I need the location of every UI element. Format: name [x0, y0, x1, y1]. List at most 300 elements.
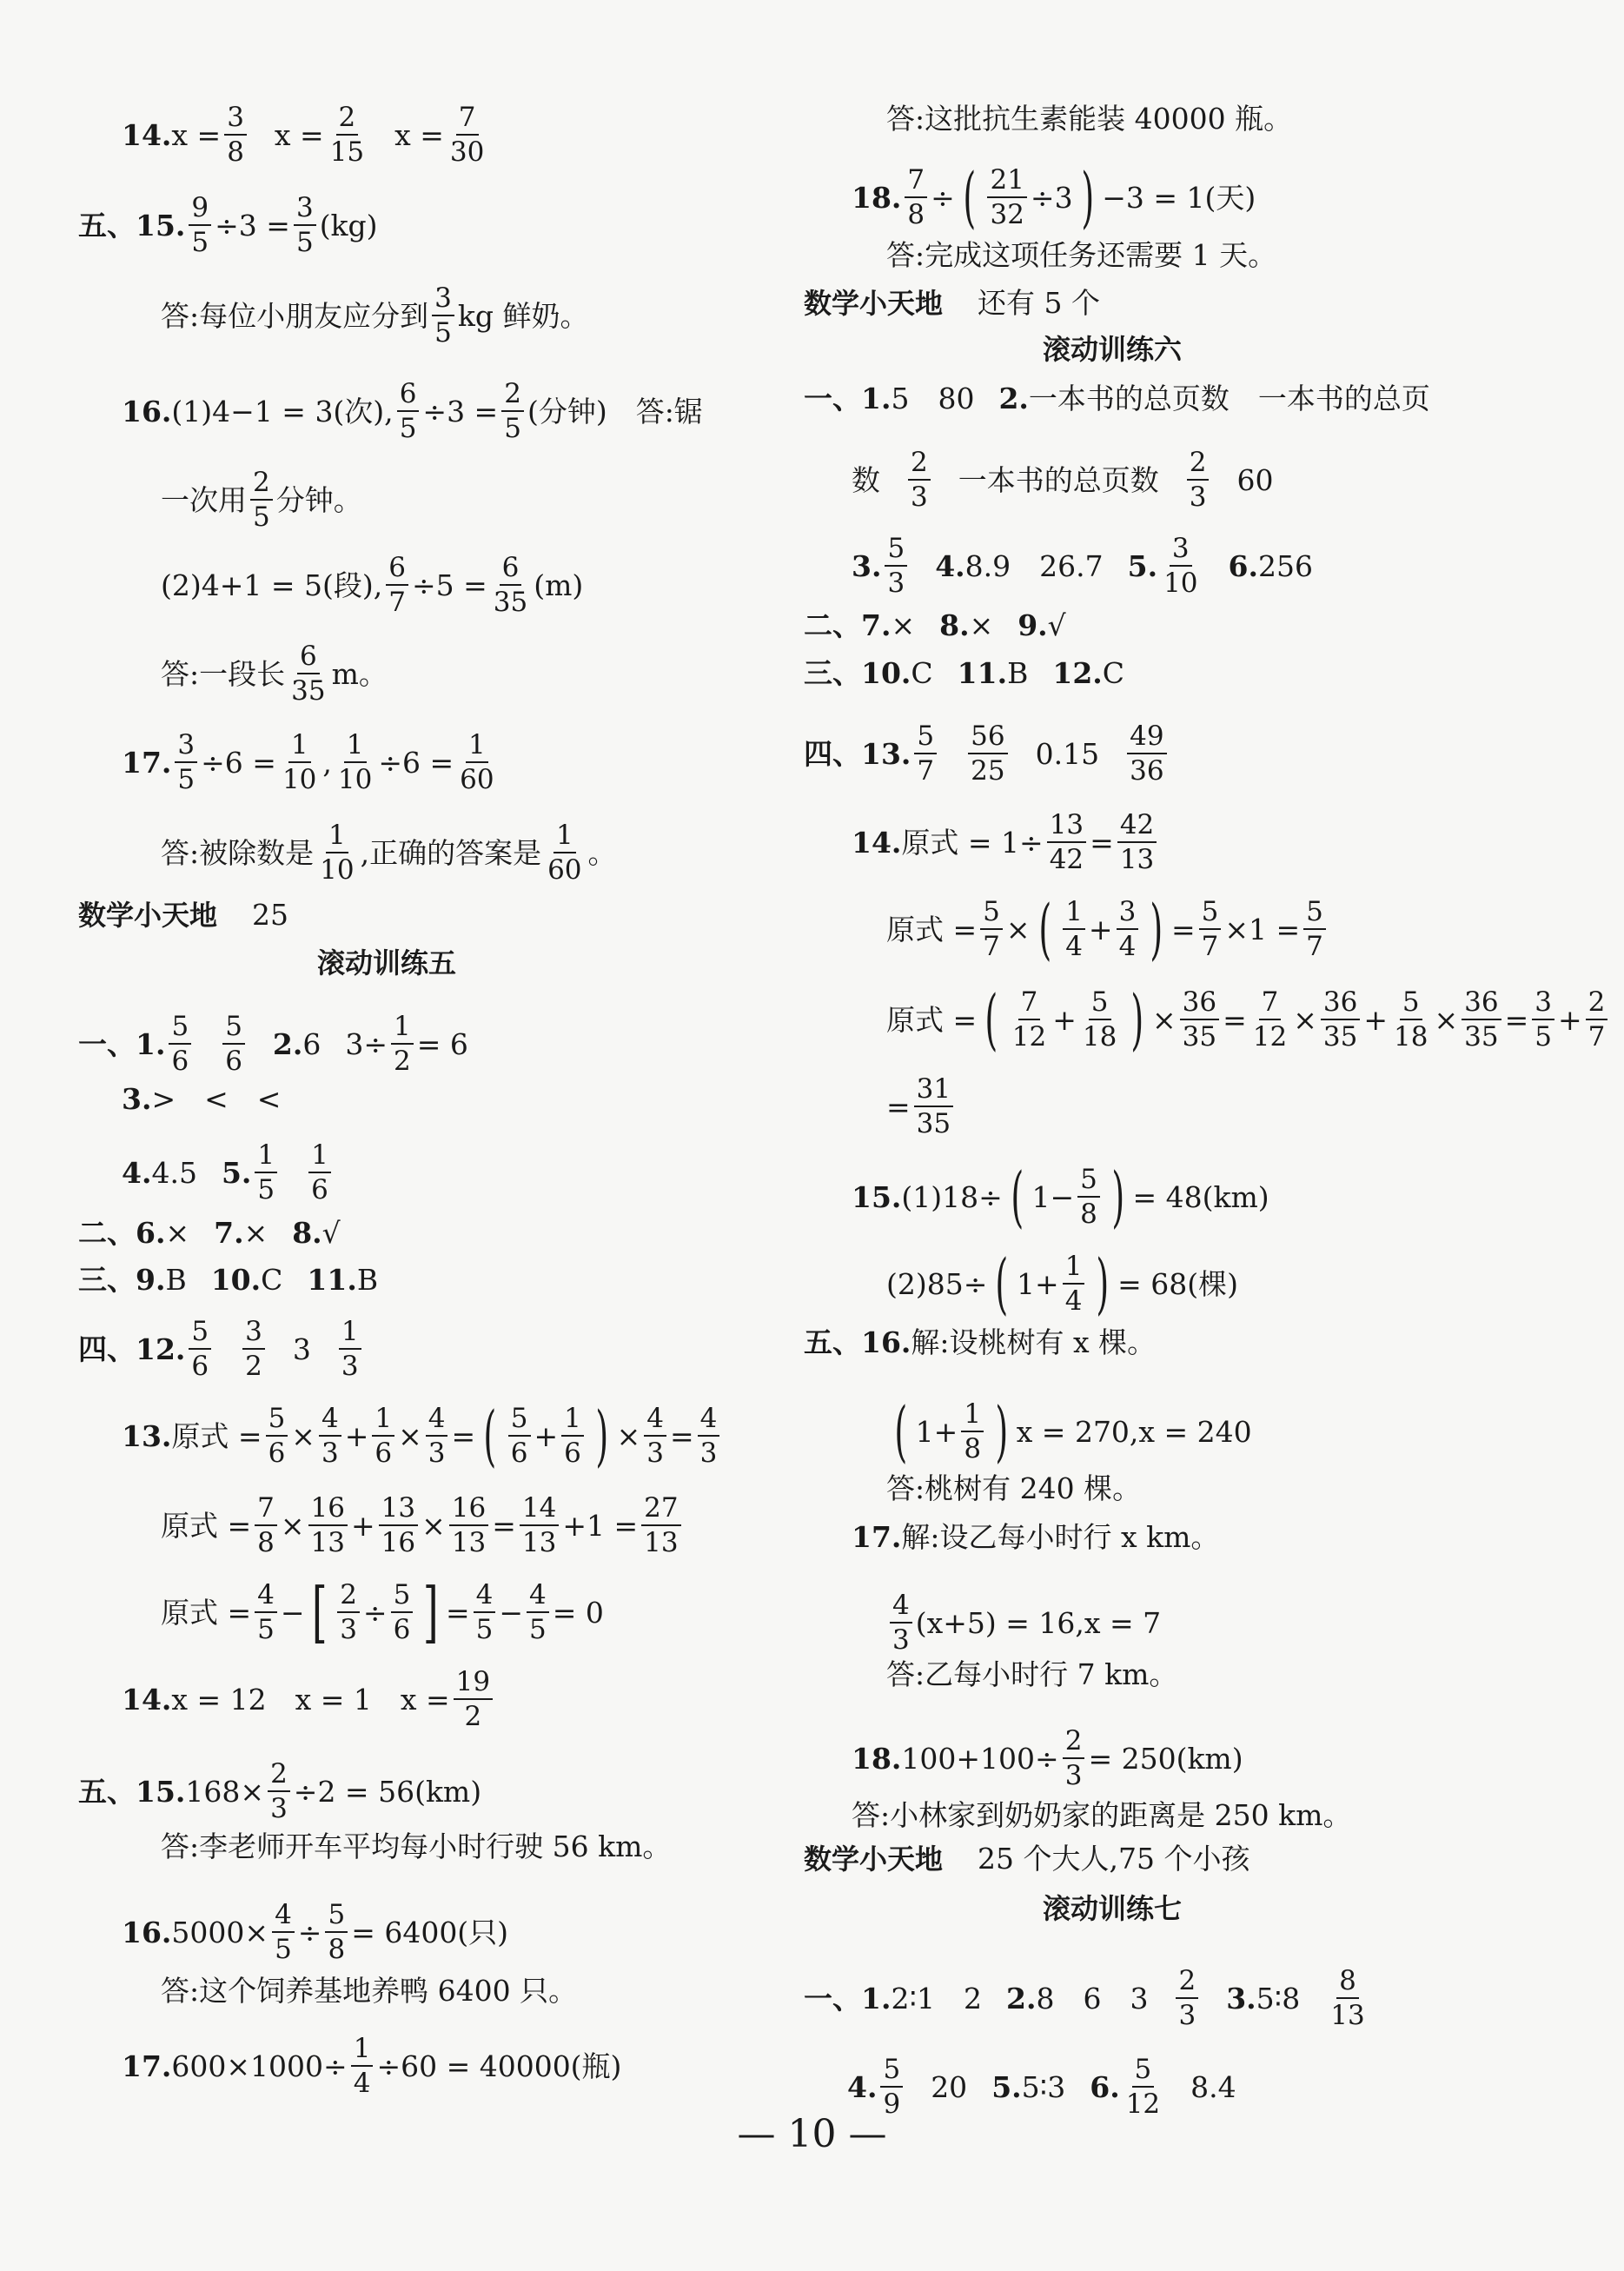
op: × [280, 1508, 305, 1543]
text: 答:这个饲养基地养鸭 6400 只。 [161, 1974, 578, 2008]
q-number: 4. [122, 1155, 152, 1190]
text: √ [321, 1216, 341, 1250]
answer-r16-line1 [804, 1325, 1157, 1359]
answer-16-line [122, 379, 703, 443]
fraction: $\frac{4}{5}$ [255, 1580, 277, 1644]
op: = [669, 1418, 694, 1453]
math-corner-value: 还有 5 个 [978, 286, 1100, 320]
text: 0.15 [1035, 736, 1100, 771]
text: × [969, 608, 994, 642]
op: = [451, 1418, 476, 1453]
op: × [1152, 1002, 1177, 1037]
text: (m) [534, 568, 584, 602]
text: 答:完成这项任务还需要 1 天。 [886, 238, 1277, 272]
q-number: 2. [1006, 1981, 1037, 2015]
q-number: 13. [122, 1418, 172, 1453]
text: ÷5 = [412, 568, 487, 602]
op: = [1170, 912, 1196, 946]
fraction: $\frac{2}{7}$ [1586, 987, 1608, 1052]
fraction: $\frac{19}{2}$ [454, 1667, 493, 1731]
q-number: 16. [122, 1915, 172, 1949]
fraction: $\frac{5}{6}$ [222, 1012, 245, 1076]
fraction: $\frac{3}{4}$ [1117, 897, 1139, 961]
text: 6 [302, 1026, 321, 1061]
fraction: $\frac{1}{10}$ [282, 729, 317, 796]
text: 原式 = 1÷ [901, 825, 1044, 860]
math-corner-tag: 数学小天地 [78, 898, 218, 932]
text: 1+ [1017, 1266, 1059, 1301]
fraction: $\frac{3}{2}$ [242, 1317, 265, 1381]
text: 答:桃树有 240 棵。 [886, 1471, 1142, 1505]
fraction: $\frac{1}{10}$ [337, 729, 373, 796]
answer-3-line [122, 1082, 282, 1116]
math-corner [78, 898, 289, 932]
text: > < < [151, 1082, 282, 1116]
fraction: $\frac{5}{6}$ [508, 1404, 531, 1468]
fraction: $\frac{2}{3}$ [1187, 448, 1210, 512]
fraction: $\frac{1}{6}$ [561, 1404, 584, 1468]
fraction: $\frac{36}{35}$ [1321, 987, 1360, 1052]
fraction: $\frac{3}{10}$ [1163, 533, 1198, 600]
text: 答:一段长 [161, 656, 286, 691]
text: 1+ [915, 1414, 958, 1449]
fraction: $\frac{5}{7}$ [1303, 897, 1326, 961]
text: +1 = [562, 1508, 639, 1543]
answer-r14-line3: 原式 = ( $\frac{7}{12}$ + $\frac{5}{18}$ ) × $\frac{36}{35}$ = $\frac{7}{12}$ × $\frac{36}{35}$ + $\frac{5}{18}$ × $\frac{36}{35}$ = $\frac{3}{5}$ + $\frac{2}{7}$ [886, 987, 1611, 1052]
q-number: 10. [210, 1263, 262, 1297]
fraction: $\frac{5}{18}$ [1394, 986, 1428, 1053]
q-number: 2. [998, 382, 1029, 415]
text: x = [394, 117, 444, 152]
answer-r17-reply [886, 1657, 1178, 1691]
text: (1)18÷ [901, 1179, 1003, 1214]
fraction: $\frac{3}{5}$ [1532, 987, 1554, 1052]
q-number: 8. [292, 1216, 322, 1250]
text: x = 12 x = 1 x = [171, 1682, 450, 1717]
answer-r16-reply [886, 1471, 1142, 1505]
answer-13-line3: 原式 = $\frac{4}{5}$ − [ $\frac{2}{3}$ ÷ $\frac{5}{6}$ ] = $\frac{4}{5}$ − $\frac{4}{5}$ = 0 [161, 1572, 604, 1650]
text: 256 [1257, 548, 1313, 583]
text: ,正确的答案是 [360, 835, 542, 870]
answer-r14-line2: 原式 = $\frac{5}{7}$ × ( $\frac{1}{4}$ + $\frac{3}{4}$ ) = $\frac{5}{7}$ ×1 = $\frac{5}{7}$ [886, 897, 1329, 961]
q-number: 3. [1226, 1981, 1256, 2015]
fraction: $\frac{1}{4}$ [1063, 1252, 1085, 1316]
answer-15-line [78, 193, 378, 257]
fraction: $\frac{4}{3}$ [426, 1404, 448, 1468]
fraction: $\frac{16}{13}$ [308, 1493, 348, 1557]
fraction: $\frac{2}{3}$ [1063, 1726, 1085, 1790]
fraction: $\frac{1}{4}$ [1063, 897, 1085, 961]
fraction: $\frac{5}{7}$ [1199, 897, 1222, 961]
fraction: $\frac{56}{25}$ [968, 721, 1007, 786]
text: = 6 [416, 1026, 468, 1061]
text: 一本书的总页数 [958, 462, 1159, 497]
text: 。 [587, 835, 617, 870]
text: B [356, 1263, 379, 1297]
q-number: 11. [957, 656, 1008, 690]
answer-r17-line2 [886, 1590, 1161, 1655]
q-number: 五、16. [804, 1325, 911, 1359]
fraction: $\frac{21}{32}$ [987, 165, 1026, 229]
fraction: $\frac{5}{6}$ [169, 1012, 191, 1076]
text: √ [1047, 608, 1066, 642]
fraction: $\frac{2}{5}$ [501, 379, 524, 443]
text: (1)4−1 = 3(次), [171, 394, 394, 428]
fraction: $\frac{6}{5}$ [397, 379, 420, 443]
text: 答:乙每小时行 7 km。 [886, 1657, 1178, 1691]
text: 60 [1236, 462, 1274, 497]
op: = [1223, 1002, 1247, 1037]
fraction: $\frac{7}{8}$ [255, 1493, 277, 1557]
op: + [1088, 912, 1113, 946]
text: 8.4 [1190, 2069, 1236, 2104]
q-number: 11. [307, 1263, 357, 1297]
op: + [1052, 1002, 1077, 1037]
text: × [243, 1216, 268, 1250]
text: 分钟。 [275, 482, 362, 517]
fraction: $\frac{8}{13}$ [1330, 1965, 1365, 2032]
q-number: 二、7. [804, 608, 892, 642]
answer-r18-reply [852, 1798, 1352, 1832]
fraction: $\frac{3}{5}$ [294, 193, 316, 257]
answer-r14-line4 [886, 1074, 957, 1139]
text: 20 [931, 2069, 968, 2104]
text: 答:每位小朋友应分到 [161, 298, 429, 333]
answer-17b-line [122, 2034, 621, 2098]
page-number: — 10 — [737, 2112, 887, 2156]
fraction: $\frac{13}{42}$ [1047, 810, 1086, 874]
section-heading: 滚动训练七 [1043, 1892, 1183, 1925]
text: m。 [331, 656, 388, 691]
q-number: 5. [1127, 548, 1158, 583]
q-number: 6. [1228, 548, 1258, 583]
text: 一次用 [161, 482, 247, 517]
fraction: $\frac{7}{12}$ [1252, 986, 1288, 1053]
answer-r3-line [852, 534, 1313, 598]
op: − [280, 1595, 305, 1630]
answer-r16-line2: ( 1+ $\frac{1}{8}$ ) x = 270,x = 240 [894, 1391, 1252, 1470]
fraction: $\frac{13}{16}$ [379, 1493, 418, 1557]
fraction: $\frac{5}{18}$ [1082, 986, 1117, 1053]
text: ÷60 = 40000(瓶) [376, 2049, 622, 2083]
answer-r10-line [804, 656, 1125, 690]
answer-13-line1: 13. 原式 = $\frac{5}{6}$ × $\frac{4}{3}$ + $\frac{1}{6}$ × $\frac{4}{3}$ = ( $\frac{5}{6}$ + $\frac{1}{6}$ ) × $\frac{4}{3}$ = $\frac{4}{3}$ [122, 1404, 723, 1468]
text: = 68(棵) [1117, 1266, 1238, 1301]
fraction: $\frac{2}{15}$ [329, 102, 365, 169]
answer-14b-line [122, 1667, 496, 1731]
op: ÷ [362, 1595, 388, 1630]
q-number: 16. [122, 394, 172, 428]
op: × [616, 1418, 641, 1453]
text: B [165, 1263, 187, 1297]
q-number: 五、15. [78, 208, 186, 242]
text: 原式 = [161, 1508, 252, 1543]
q-number: 5. [991, 2069, 1022, 2104]
op: ÷ [931, 180, 955, 215]
fraction: $\frac{4}{3}$ [644, 1404, 666, 1468]
fraction: $\frac{7}{12}$ [1011, 986, 1047, 1053]
fraction: $\frac{1}{2}$ [391, 1012, 414, 1076]
answer-14-line [122, 103, 490, 167]
answer-r15-line1: 15. (1)18÷ ( 1− $\frac{5}{8}$ ) = 48(km) [852, 1157, 1269, 1235]
text: 答:小林家到奶奶家的距离是 250 km。 [852, 1798, 1352, 1832]
op: = [445, 1595, 470, 1630]
fraction: $\frac{5}{8}$ [1077, 1165, 1100, 1229]
fraction: $\frac{16}{13}$ [449, 1493, 488, 1557]
q-number: 一、1. [804, 382, 892, 415]
answer-r18-line [852, 1726, 1243, 1790]
text: 原式 = [171, 1418, 262, 1453]
text: C [261, 1263, 283, 1297]
fraction: $\frac{5}{6}$ [391, 1580, 414, 1644]
answer-12-line [78, 1317, 365, 1381]
answer-16-part2 [161, 553, 583, 617]
fraction: $\frac{4}{3}$ [698, 1404, 720, 1468]
text: ÷3 = [422, 394, 499, 428]
q-number: 9. [1017, 608, 1048, 642]
op: × [1293, 1002, 1317, 1037]
op: + [1363, 1002, 1388, 1037]
text: 5∶8 [1256, 1981, 1301, 2015]
text: 答:这批抗生素能装 40000 瓶。 [886, 102, 1293, 136]
text: 2∶1 2 [891, 1981, 983, 2015]
text: −3 = 1(天) [1102, 180, 1256, 215]
fraction: $\frac{2}{3}$ [337, 1580, 360, 1644]
fraction: $\frac{4}{5}$ [272, 1900, 295, 1964]
fraction: $\frac{5}{9}$ [880, 2055, 903, 2119]
section-heading: 滚动训练六 [1043, 333, 1183, 366]
answer-r1-line [804, 384, 1430, 413]
text: x = [274, 117, 324, 152]
fraction: $\frac{14}{13}$ [520, 1493, 559, 1557]
text: (x+5) = 16,x = 7 [915, 1605, 1162, 1640]
fraction: $\frac{3}{5}$ [432, 283, 454, 348]
q-number: 五、15. [78, 1774, 186, 1809]
answer-r17-line1 [852, 1520, 1220, 1554]
op: = [492, 1508, 516, 1543]
fraction: $\frac{6}{35}$ [493, 552, 528, 619]
text: 解:设桃树有 x 棵。 [911, 1325, 1157, 1359]
text: 原式 = [161, 1595, 252, 1630]
text: B [1007, 656, 1029, 690]
fraction: $\frac{5}{12}$ [1125, 2054, 1161, 2121]
op: + [350, 1508, 375, 1543]
answer-r13-line [804, 721, 1170, 786]
answer-9-line [78, 1263, 379, 1297]
text: ÷3 = [215, 208, 290, 242]
answer-15b-line [78, 1759, 481, 1823]
text: = 48(km) [1132, 1179, 1269, 1214]
fraction: $\frac{1}{8}$ [961, 1399, 984, 1464]
answer-1-line [78, 1012, 468, 1076]
op: × [1434, 1002, 1459, 1037]
answer-16b-line [122, 1900, 508, 1964]
fraction: $\frac{36}{35}$ [1180, 987, 1219, 1052]
fraction: $\frac{4}{5}$ [527, 1580, 549, 1644]
fraction: $\frac{27}{13}$ [641, 1493, 680, 1557]
q-number: 17. [122, 745, 172, 780]
text: (2)85÷ [886, 1266, 988, 1301]
math-corner-value: 25 个大人,75 个小孩 [978, 1842, 1250, 1876]
q-number: 4. [847, 2069, 878, 2104]
fraction: $\frac{7}{8}$ [905, 165, 927, 229]
text: ÷6 = [378, 745, 454, 780]
answer-r7-line [804, 608, 1066, 642]
answer-15b-reply [161, 1829, 672, 1863]
q-number: 14. [852, 825, 902, 860]
text: 解:设乙每小时行 x km。 [901, 1520, 1220, 1554]
answer-6-line [78, 1216, 341, 1250]
q-number: 14. [122, 117, 172, 152]
op: + [534, 1418, 559, 1453]
text: = 6400(只) [351, 1915, 509, 1949]
op: × [421, 1508, 446, 1543]
text: 4.5 [151, 1155, 197, 1190]
text: 5000× [171, 1915, 269, 1949]
q-number: 15. [852, 1179, 902, 1214]
fraction: $\frac{5}{8}$ [325, 1900, 348, 1964]
text: 1− [1031, 1179, 1075, 1214]
op: = [1090, 825, 1114, 860]
q-number: 3. [122, 1082, 152, 1116]
text: 5 80 [891, 382, 975, 415]
q-number: 8. [939, 608, 970, 642]
text: (2)4+1 = 5(段), [161, 568, 383, 602]
fraction: $\frac{5}{7}$ [980, 897, 1003, 961]
fraction: $\frac{4}{3}$ [319, 1404, 341, 1468]
text: 8.9 26.7 [964, 548, 1104, 583]
op: = [1504, 1002, 1529, 1037]
op: × [291, 1418, 315, 1453]
text: 一本书的总页数 一本书的总页 [1028, 382, 1430, 415]
text: x = 270,x = 240 [1016, 1414, 1252, 1449]
math-corner-tag: 数学小天地 [804, 1842, 944, 1876]
q-number: 2. [272, 1026, 303, 1061]
q-number: 7. [214, 1216, 244, 1250]
fraction: $\frac{1}{60}$ [547, 820, 582, 886]
answer-4-line [122, 1140, 335, 1205]
fraction: $\frac{42}{13}$ [1117, 810, 1157, 874]
math-corner [804, 286, 1100, 320]
text: 100+100÷ [901, 1741, 1059, 1776]
answer-15-reply [161, 283, 588, 348]
fraction: $\frac{4}{3}$ [890, 1590, 912, 1655]
answer-13-line2 [161, 1493, 685, 1557]
fraction: $\frac{5}{6}$ [189, 1317, 211, 1381]
text: ×1 = [1224, 912, 1301, 946]
q-number: 5. [221, 1155, 252, 1190]
text: C [911, 656, 933, 690]
text: = 250(km) [1088, 1741, 1243, 1776]
answer-16-reply2 [161, 641, 388, 706]
fraction: $\frac{1}{10}$ [320, 820, 355, 886]
text: ÷3 [1030, 180, 1073, 215]
math-corner [804, 1842, 1250, 1876]
q-number: 4. [935, 548, 965, 583]
answer-17-reply [161, 820, 617, 885]
op: + [344, 1418, 369, 1453]
fraction: $\frac{5}{6}$ [266, 1404, 288, 1468]
q-number: 6. [1090, 2069, 1120, 2104]
fraction: $\frac{7}{30}$ [449, 102, 485, 169]
text: × [165, 1216, 190, 1250]
text: 答:李老师开车平均每小时行驶 56 km。 [161, 1829, 672, 1863]
text: 600×1000÷ [171, 2049, 348, 2083]
text: , [322, 745, 332, 780]
fraction: $\frac{3}{8}$ [224, 103, 247, 167]
fraction: $\frac{2}{3}$ [908, 448, 931, 512]
fraction: $\frac{2}{3}$ [1176, 1966, 1198, 2030]
q-number: 17. [852, 1520, 902, 1554]
fraction: $\frac{2}{5}$ [250, 468, 273, 532]
answer-r14-line1 [852, 810, 1160, 874]
fraction: $\frac{31}{35}$ [914, 1074, 953, 1139]
text: x = [171, 117, 222, 152]
text: 原式 = [886, 912, 978, 946]
math-corner-tag: 数学小天地 [804, 286, 944, 320]
fraction: $\frac{9}{5}$ [189, 193, 211, 257]
answer-s7-line2 [847, 2055, 1236, 2119]
text: 5∶3 [1021, 2069, 1066, 2104]
text: C [1102, 656, 1125, 690]
answer-16-reply [161, 468, 362, 532]
q-number: 14. [122, 1682, 172, 1717]
fraction: $\frac{6}{35}$ [291, 641, 326, 707]
text: (分钟) 答:锯 [527, 394, 703, 428]
q-number: 二、6. [78, 1216, 166, 1250]
text: 8 6 3 [1036, 1981, 1149, 2015]
answer-17-line [122, 730, 500, 794]
q-number: 四、13. [804, 736, 911, 771]
answer-17b-reply [886, 102, 1293, 136]
text: (kg) [319, 208, 378, 242]
fraction: $\frac{3}{5}$ [175, 730, 197, 794]
section-heading: 滚动训练五 [317, 946, 457, 979]
fraction: $\frac{1}{6}$ [372, 1404, 394, 1468]
text: = 0 [552, 1595, 604, 1630]
fraction: $\frac{1}{4}$ [351, 2034, 374, 2098]
q-number: 一、1. [78, 1026, 166, 1061]
q-number: 三、9. [78, 1263, 166, 1297]
text: kg 鲜奶。 [457, 298, 589, 333]
text: ÷ [297, 1915, 322, 1949]
q-number: 3. [852, 548, 882, 583]
fraction: $\frac{1}{3}$ [339, 1317, 361, 1381]
q-number: 12. [1052, 656, 1103, 690]
answer-s7-line1 [804, 1966, 1371, 2030]
fraction: $\frac{6}{7}$ [386, 553, 408, 617]
text: 3 [292, 1331, 311, 1366]
q-number: 一、1. [804, 1981, 892, 2015]
text: 答:被除数是 [161, 835, 315, 870]
q-number: 18. [852, 180, 902, 215]
fraction: $\frac{1}{60}$ [460, 729, 494, 796]
text: 168× [185, 1774, 265, 1809]
text: × [891, 608, 916, 642]
answer-r15-line2: (2)85÷ ( 1+ $\frac{1}{4}$ ) = 68(棵) [886, 1244, 1238, 1322]
text: 数 [852, 462, 880, 497]
text: 原式 = [886, 1002, 978, 1037]
answer-18-reply [886, 238, 1277, 272]
q-number: 三、10. [804, 656, 911, 690]
fraction: $\frac{1}{6}$ [308, 1140, 331, 1205]
fraction: $\frac{5}{3}$ [885, 534, 907, 598]
op: + [1557, 1002, 1582, 1037]
fraction: $\frac{2}{3}$ [268, 1759, 290, 1823]
answer-18-line: 18. $\frac{7}{8}$ ÷ ( $\frac{21}{32}$ ÷3 ) −3 = 1(天) [852, 157, 1256, 236]
fraction: $\frac{5}{7}$ [914, 721, 937, 786]
op: = [886, 1089, 911, 1124]
